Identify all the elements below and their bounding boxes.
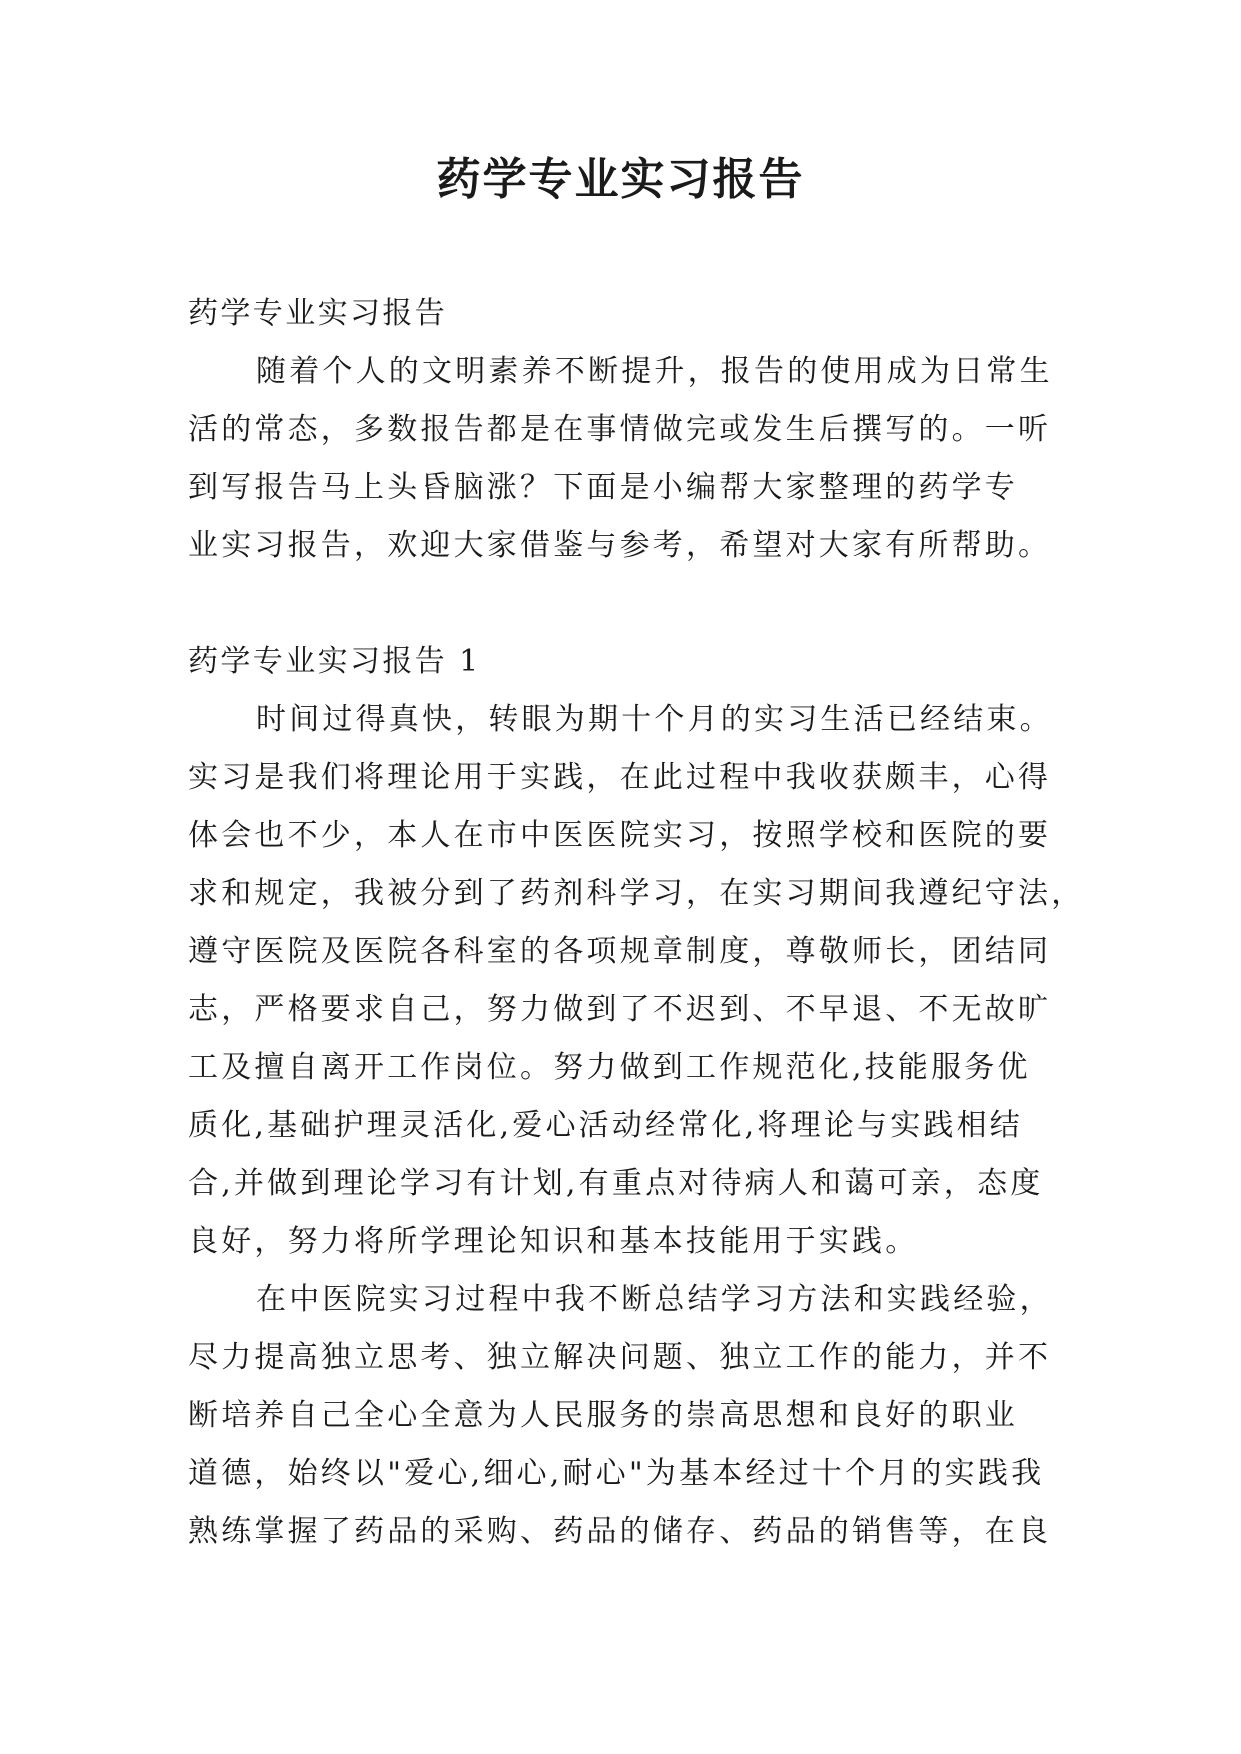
section-1-heading: 药学专业实习报告 1	[188, 644, 481, 679]
paragraph-line: 到写报告马上头昏脑涨？下面是小编帮大家整理的药学专	[188, 470, 1018, 505]
section-1-paragraph-1	[188, 691, 1085, 1271]
paragraph-line: 合,并做到理论学习有计划,有重点对待病人和蔼可亲，态度	[188, 1166, 1044, 1201]
intro-heading: 药学专业实习报告	[188, 296, 448, 331]
paragraph-line: 时间过得真快，转眼为期十个月的实习生活已经结束。	[256, 702, 1053, 737]
paragraph-line: 熟练掌握了药品的采购、药品的储存、药品的销售等，在良	[188, 1514, 1052, 1549]
section-1-paragraph-2	[188, 1271, 1058, 1561]
intro-paragraph	[188, 343, 1058, 575]
paragraph-line: 工及擅自离开工作岗位。努力做到工作规范化,技能服务优	[188, 1050, 1031, 1085]
section-spacer	[188, 575, 1058, 633]
paragraph-line: 良好，努力将所学理论知识和基本技能用于实践。	[188, 1224, 919, 1259]
paragraph-line: 业实习报告，欢迎大家借鉴与参考，希望对大家有所帮助。	[188, 528, 1052, 563]
paragraph-line: 道德，始终以"爱心,细心,耐心"为基本经过十个月的实践我	[188, 1456, 1045, 1491]
paragraph-line: 尽力提高独立思考、独立解决问题、独立工作的能力，并不	[188, 1340, 1052, 1375]
paragraph-line: 断培养自己全心全意为人民服务的崇高思想和良好的职业	[188, 1398, 1018, 1433]
paragraph-line: 活的常态，多数报告都是在事情做完或发生后撰写的。一听	[188, 412, 1052, 447]
paragraph-line: 体会也不少，本人在市中医医院实习，按照学校和医院的要	[188, 818, 1052, 853]
page-title: 药学专业实习报告	[436, 154, 805, 205]
paragraph-line: 质化,基础护理灵活化,爱心活动经常化,将理论与实践相结	[188, 1108, 1024, 1143]
paragraph-line: 志，严格要求自己，努力做到了不迟到、不早退、不无故旷	[188, 992, 1052, 1027]
paragraph-line: 实习是我们将理论用于实践，在此过程中我收获颇丰，心得	[188, 760, 1052, 795]
paragraph-line: 求和规定，我被分到了药剂科学习，在实习期间我遵纪守法，	[188, 876, 1085, 911]
paragraph-line: 随着个人的文明素养不断提升，报告的使用成为日常生	[256, 354, 1053, 389]
paragraph-line: 遵守医院及医院各科室的各项规章制度，尊敬师长，团结同	[188, 934, 1052, 969]
document-body	[188, 285, 1085, 1561]
paragraph-line: 在中医院实习过程中我不断总结学习方法和实践经验，	[256, 1282, 1053, 1317]
